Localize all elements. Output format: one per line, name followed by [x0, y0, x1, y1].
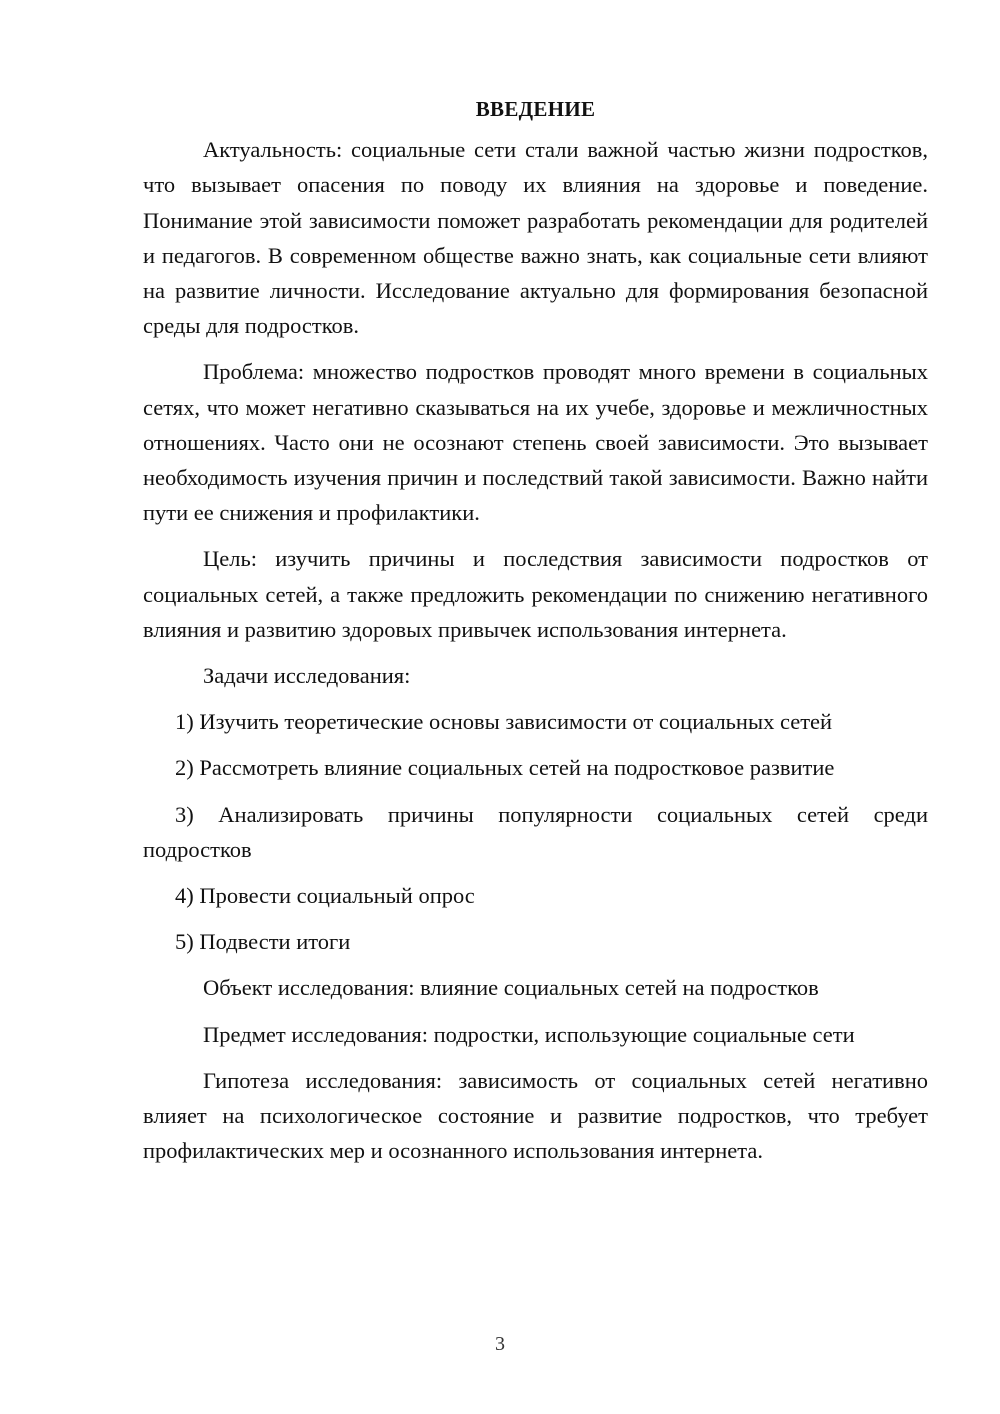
problem-paragraph: Проблема: множество подростков проводят много времени в социальных сетях, что может негативно сказываться на их учебе, здоровье и межличностных отношениях. Часто они не осознают степень своей зависимости. Это вызывает необходимость изучения причин и последствий такой зависимости. Важно найти пути ее снижения и профилактики.	[143, 359, 928, 526]
tasks-heading: Задачи исследования:	[203, 663, 411, 689]
goal-paragraph: Цель: изучить причины и последствия зависимости подростков от социальных сетей, а также предложить рекомендации по снижению негативного влияния и развитию здоровых привычек использования интернета.	[143, 546, 928, 642]
document-page	[143, 92, 928, 1179]
task-item-4: 4) Провести социальный опрос	[175, 883, 475, 909]
hypothesis-paragraph: Гипотеза исследования: зависимость от социальных сетей негативно влияет на психологическое состояние и развитие подростков, что требует профилактических мер и осознанного использования интернета.	[143, 1067, 928, 1164]
task-item-1: 1) Изучить теоретические основы зависимости от социальных сетей	[175, 709, 833, 735]
subject-paragraph: Предмет исследования: подростки, использующие социальные сети	[203, 1021, 855, 1047]
task-item-3: 3) Анализировать причины популярности социальных сетей среди подростков	[143, 801, 928, 862]
task-item-5: 5) Подвести итоги	[175, 929, 351, 955]
task-item-2: 2) Рассмотреть влияние социальных сетей на подростковое развитие	[175, 755, 835, 781]
relevance-paragraph: Актуальность: социальные сети стали важной частью жизни подростков, что вызывает опасения по поводу их влияния на здоровье и поведение. Понимание этой зависимости поможет разработать рекомендации для родителей и педагогов. В современном обществе важно знать, как социальные сети влияют на развитие личности. Исследование актуально для формирования безопасной среды для подростков.	[143, 137, 928, 339]
page-number: 3	[495, 1333, 505, 1355]
section-title: ВВЕДЕНИЕ	[475, 97, 596, 121]
object-paragraph: Объект исследования: влияние социальных сетей на подростков	[203, 975, 819, 1001]
